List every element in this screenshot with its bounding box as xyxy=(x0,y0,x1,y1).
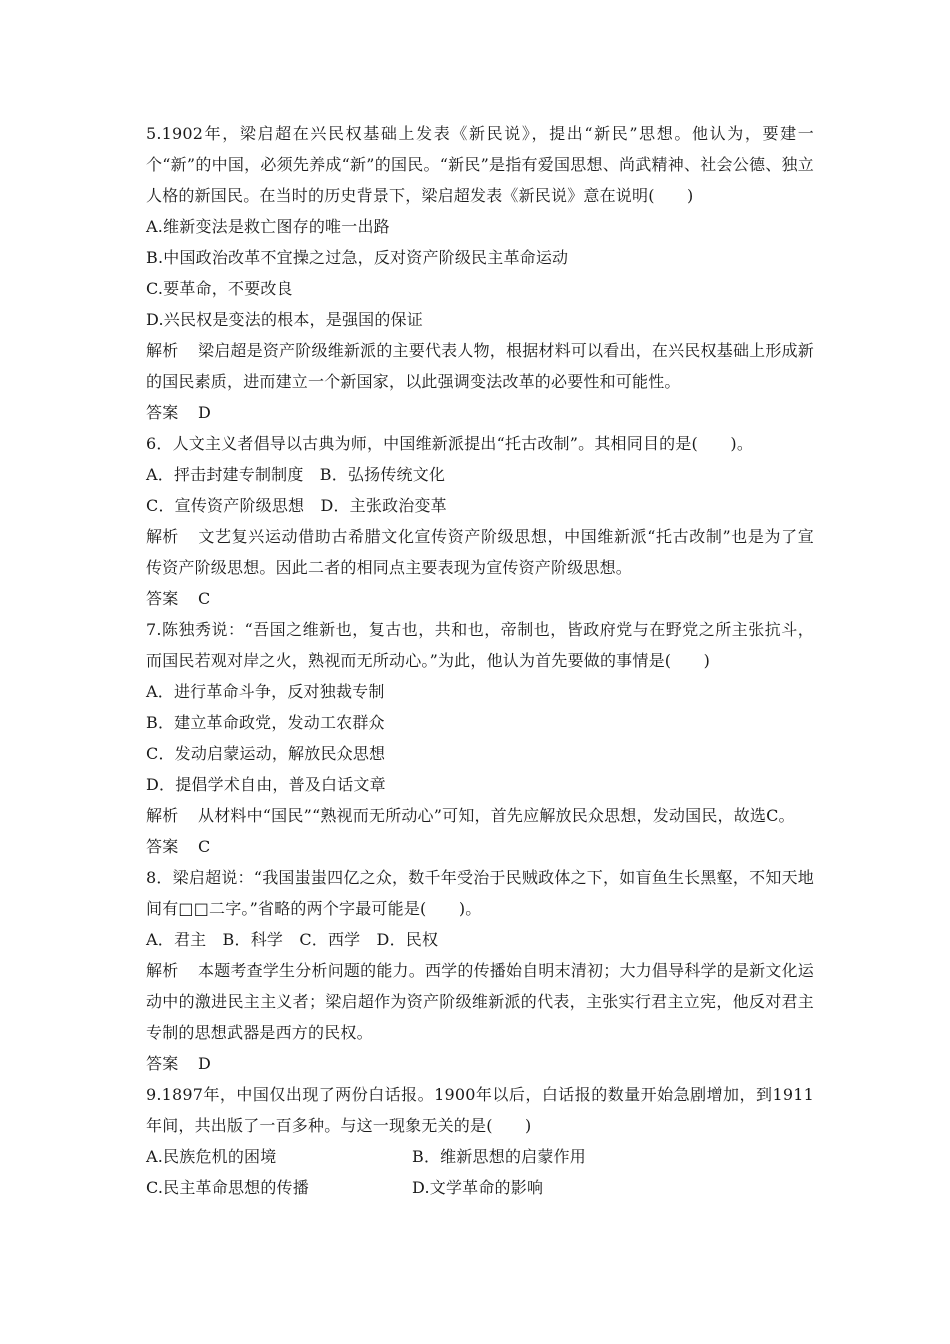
analysis-label: 解析 xyxy=(146,527,179,546)
analysis-text: 文艺复兴运动借助古希腊文化宣传资产阶级思想，中国维新派“托古改制”也是为了宣传资产阶级思想。因此二者的相同点主要表现为宣传资产阶级思想。 xyxy=(146,527,814,577)
document-page xyxy=(146,118,814,1203)
question-7-option-c: C．发动启蒙运动，解放民众思想 xyxy=(146,744,386,763)
question-9-option-d: D.文学革命的影响 xyxy=(412,1178,544,1197)
answer-value: D xyxy=(198,403,212,422)
question-5-analysis xyxy=(146,335,814,397)
question-8 xyxy=(146,862,814,1079)
answer-label: 答案 xyxy=(146,589,179,608)
question-9-options-row-2 xyxy=(146,1172,814,1203)
question-5-option-a: A.维新变法是救亡图存的唯一出路 xyxy=(146,217,390,236)
question-7-analysis xyxy=(146,800,814,831)
question-5-answer xyxy=(146,397,814,428)
question-9-option-a: A.民族危机的困境 xyxy=(146,1147,277,1166)
answer-label: 答案 xyxy=(146,1054,179,1073)
question-9-stem: 9.1897年，中国仅出现了两份白话报。1900年以后，白话报的数量开始急剧增加，到1911年间，共出版了一百多种。与这一现象无关的是( ) xyxy=(146,1085,814,1135)
question-8-options-row: A．君主 B．科学 C．西学 D．民权 xyxy=(146,930,439,949)
analysis-text: 从材料中“国民”“熟视而无所动心”可知，首先应解放民众思想，发动国民，故选C。 xyxy=(198,806,795,825)
question-8-answer xyxy=(146,1048,814,1079)
question-9-options-row-1 xyxy=(146,1141,814,1172)
question-6-options-row-1: A．抨击封建专制制度 B．弘扬传统文化 xyxy=(146,465,446,484)
question-6 xyxy=(146,428,814,614)
answer-value: C xyxy=(198,837,211,856)
answer-label: 答案 xyxy=(146,403,179,422)
question-6-options-row-2: C．宣传资产阶级思想 D．主张政治变革 xyxy=(146,496,447,515)
question-5-option-c: C.要革命，不要改良 xyxy=(146,279,293,298)
analysis-label: 解析 xyxy=(146,806,179,825)
question-9-option-c: C.民主革命思想的传播 xyxy=(146,1178,309,1197)
question-7-option-b: B．建立革命政党，发动工农群众 xyxy=(146,713,385,732)
question-6-answer xyxy=(146,583,814,614)
question-7-option-a: A．进行革命斗争，反对独裁专制 xyxy=(146,682,385,701)
question-6-analysis xyxy=(146,521,814,583)
question-5-option-b: B.中国政治改革不宜操之过急，反对资产阶级民主革命运动 xyxy=(146,248,569,267)
question-8-stem: 8．梁启超说：“我国蚩蚩四亿之众，数千年受治于民贼政体之下，如盲鱼生长黑壑，不知天地间有□□二字。”省略的两个字最可能是( )。 xyxy=(146,868,814,918)
question-9 xyxy=(146,1079,814,1203)
answer-label: 答案 xyxy=(146,837,179,856)
question-6-stem: 6．人文主义者倡导以古典为师，中国维新派提出“托古改制”。其相同目的是( )。 xyxy=(146,434,754,453)
analysis-text: 本题考查学生分析问题的能力。西学的传播始自明末清初；大力倡导科学的是新文化运动中的激进民主主义者；梁启超作为资产阶级维新派的代表，主张实行君主立宪，他反对君主专制的思想武器是西方的民权。 xyxy=(146,961,814,1042)
analysis-label: 解析 xyxy=(146,341,179,360)
question-9-option-b: B．维新思想的启蒙作用 xyxy=(412,1147,586,1166)
analysis-text: 梁启超是资产阶级维新派的主要代表人物，根据材料可以看出，在兴民权基础上形成新的国民素质，进而建立一个新国家，以此强调变法改革的必要性和可能性。 xyxy=(146,341,814,391)
answer-value: D xyxy=(198,1054,212,1073)
question-5-stem: 5.1902年，梁启超在兴民权基础上发表《新民说》，提出“新民”思想。他认为，要建一个“新”的中国，必须先养成“新”的国民。“新民”是指有爱国思想、尚武精神、社会公德、独立人格的新国民。在当时的历史背景下，梁启超发表《新民说》意在说明( ) xyxy=(146,124,814,205)
question-7-option-d: D．提倡学术自由，普及白话文章 xyxy=(146,775,386,794)
question-7-stem: 7.陈独秀说：“吾国之维新也，复古也，共和也，帝制也，皆政府党与在野党之所主张抗斗，而国民若观对岸之火，熟视而无所动心。”为此，他认为首先要做的事情是( ) xyxy=(146,620,814,670)
question-7-answer xyxy=(146,831,814,862)
question-8-analysis xyxy=(146,955,814,1048)
analysis-label: 解析 xyxy=(146,961,179,980)
answer-value: C xyxy=(198,589,211,608)
question-5-option-d: D.兴民权是变法的根本，是强国的保证 xyxy=(146,310,423,329)
question-7 xyxy=(146,614,814,862)
question-5 xyxy=(146,118,814,428)
